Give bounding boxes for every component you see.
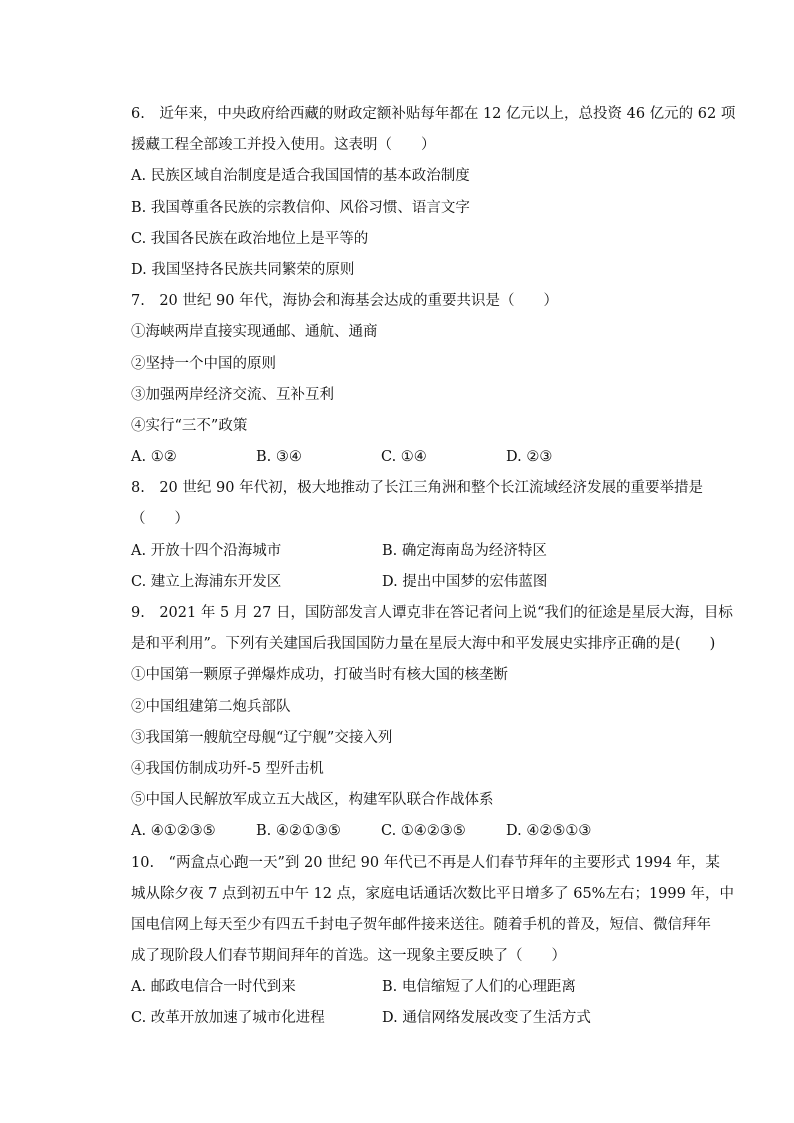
q8-options-row2 (131, 567, 696, 598)
q10-stem-line3: 国电信网上每天至少有四五千封电子贺年邮件接来送往。随着手机的普及，短信、微信拜年 (131, 916, 711, 933)
q10-stem-line2: 城从除夕夜 7 点到初五中午 12 点，家庭电话通话次数比平日增多了 65%左右；1999 年，中 (131, 885, 734, 902)
q8-options-row1 (131, 536, 696, 567)
q7-item-2: ②坚持一个中国的原则 (131, 355, 276, 372)
q9-stem-line2: 是和平利用”。下列有关建国后我国国防力量在星辰大海中和平发展史实排序正确的是( ) (131, 636, 716, 653)
question-6 (131, 99, 736, 286)
q8-stem-line1: 8. 20 世纪 90 年代初，极大地推动了长江三角洲和整个长江流域经济发展的重要举措是 (131, 480, 704, 497)
q7-option-c: C. ①④ (381, 449, 427, 466)
q9-option-d: D. ④②⑤①③ (506, 823, 592, 840)
q10-option-d: D. 通信网络发展改变了生活方式 (382, 1010, 591, 1027)
q9-item-3: ③我国第一艘航空母舰“辽宁舰”交接入列 (131, 729, 393, 746)
q9-options (131, 816, 696, 847)
q9-item-4: ④我国仿制成功歼-5 型歼击机 (131, 760, 324, 777)
q8-option-a: A. 开放十四个沿海城市 (131, 542, 282, 559)
q8-stem-line2: （ ） (131, 511, 189, 528)
q7-option-a: A. ①② (131, 449, 177, 466)
q10-option-c: C. 改革开放加速了城市化进程 (131, 1010, 325, 1027)
question-10 (131, 848, 734, 1035)
q9-stem-line1: 9. 2021 年 5 月 27 日，国防部发言人谭克非在答记者问上说“我们的征途是星辰大海，目标 (131, 605, 733, 621)
question-7 (131, 286, 696, 473)
q9-option-a: A. ④①②③⑤ (131, 823, 216, 840)
question-8 (131, 473, 704, 598)
q10-stem-line4: 成了现阶段人们春节期间拜年的首选。这一现象主要反映了（ ） (131, 948, 566, 965)
q9-item-5: ⑤中国人民解放军成立五大战区，构建军队联合作战体系 (131, 792, 494, 809)
q9-option-c: C. ①④②③⑤ (381, 823, 466, 840)
q9-item-1: ①中国第一颗原子弹爆炸成功，打破当时有核大国的核垄断 (131, 667, 508, 684)
q8-option-c: C. 建立上海浦东开发区 (131, 573, 282, 590)
q10-options-row2 (131, 1003, 696, 1034)
q9-item-2: ②中国组建第二炮兵部队 (131, 698, 291, 715)
q6-stem-line1: 6. 近年来，中央政府给西藏的财政定额补贴每年都在 12 亿元以上，总投资 46 亿元的 62 项 (131, 106, 736, 122)
q10-options-row1 (131, 972, 696, 1003)
q7-options (131, 442, 696, 473)
q8-option-b: B. 确定海南岛为经济特区 (382, 542, 547, 559)
q7-stem: 7. 20 世纪 90 年代，海协会和海基会达成的重要共识是（ ） (131, 293, 559, 310)
q10-option-b: B. 电信缩短了人们的心理距离 (382, 979, 576, 996)
q7-item-4: ④实行“三不”政策 (131, 417, 248, 434)
q6-stem-line2: 援藏工程全部竣工并投入使用。这表明（ ） (131, 137, 436, 154)
q6-option-a: A. 民族区域自治制度是适合我国国情的基本政治制度 (131, 168, 470, 185)
q7-option-d: D. ②③ (506, 449, 553, 466)
q7-option-b: B. ③④ (256, 449, 302, 466)
q10-option-a: A. 邮政电信合一时代到来 (131, 979, 296, 996)
q7-item-3: ③加强两岸经济交流、互补互利 (131, 386, 334, 403)
q6-option-b: B. 我国尊重各民族的宗教信仰、风俗习惯、语言文字 (131, 199, 470, 216)
q9-option-b: B. ④②①③⑤ (256, 823, 341, 840)
q10-stem-line1: 10. “两盒点心跑一天”到 20 世纪 90 年代已不再是人们春节拜年的主要形式 1994 年，某 (131, 854, 720, 871)
q6-option-c: C. 我国各民族在政治地位上是平等的 (131, 230, 369, 247)
q6-option-d: D. 我国坚持各民族共同繁荣的原则 (131, 261, 355, 278)
q8-option-d: D. 提出中国梦的宏伟蓝图 (382, 573, 548, 590)
question-9 (131, 598, 733, 848)
q7-item-1: ①海峡两岸直接实现通邮、通航、通商 (131, 324, 378, 341)
question-list (131, 99, 736, 1035)
